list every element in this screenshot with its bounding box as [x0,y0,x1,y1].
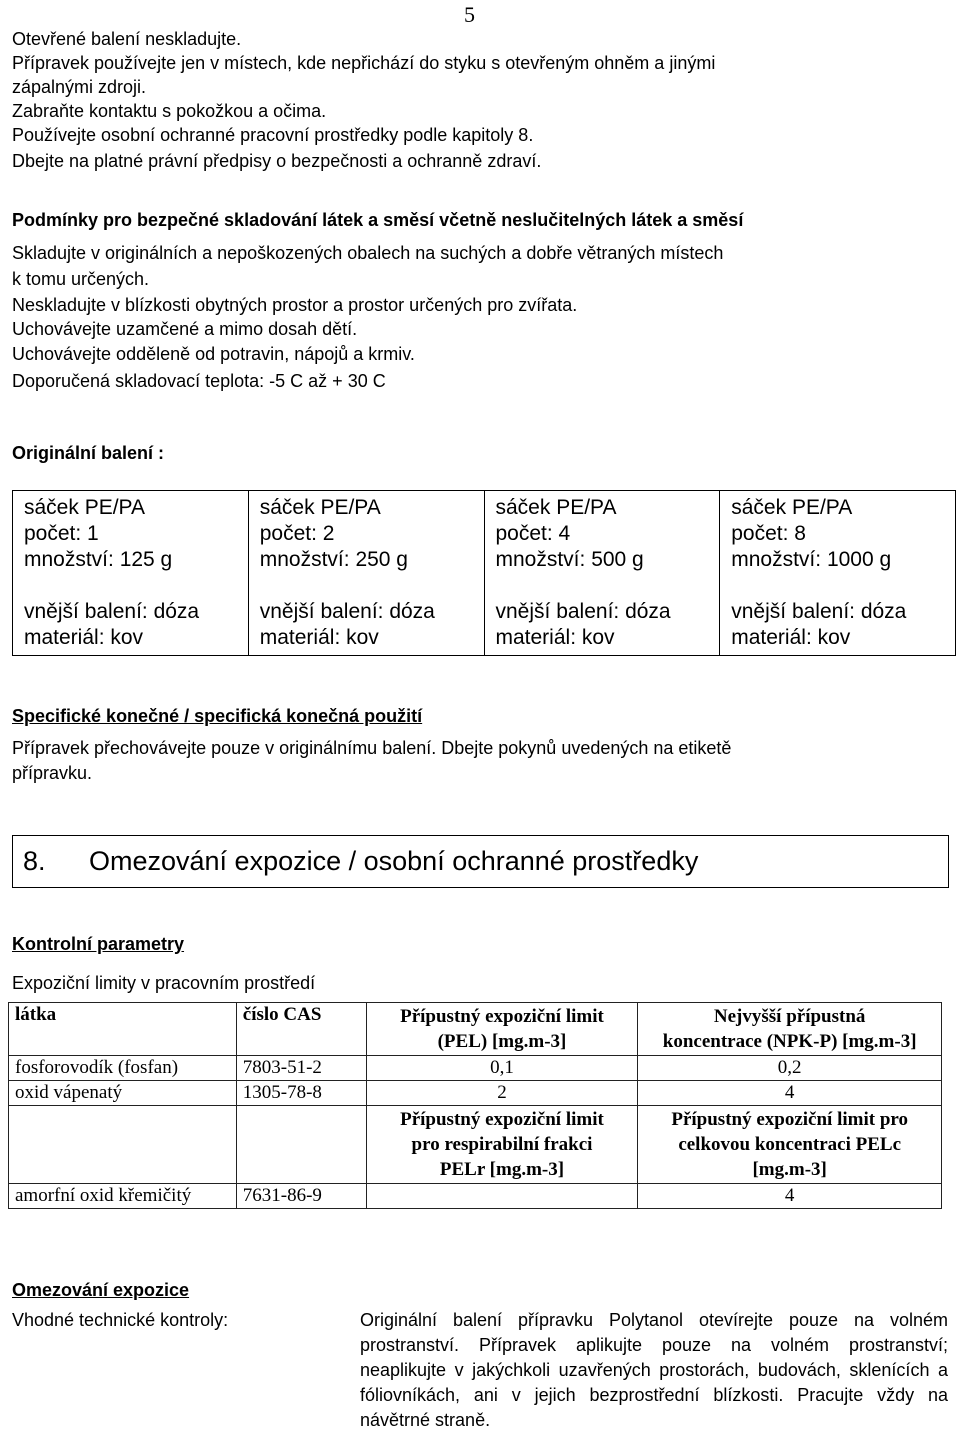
intro-line: Otevřené balení neskladujte. [12,29,242,49]
package-count: počet: 2 [259,522,335,545]
cell-cas: 7803-51-2 [236,1056,366,1081]
package-outer: vnější balení: dóza [259,600,435,623]
header-resp-line2: pro respirabilní frakci [411,1134,593,1155]
technical-controls-text: Originální balení přípravku Polytanol otevírejte pouze na volném prostranství. Přípravek aplikujte pouze na volném prostranství; neaplikujte v jakýchkoli uzavřených prostorách, budovách, sklenících a fóliovníkách, ani v jejich bezprostřední blízkosti. Pracujte vždy na návětrné straně. [360,1310,948,1430]
header-pel-line1: Přípustný expoziční limit [400,1006,604,1027]
table-row [9,1184,942,1209]
page-number: 5 [464,2,475,27]
control-parameters-heading: Kontrolní parametry [12,934,185,954]
cell-resp [366,1184,638,1209]
package-amount: množství: 1000 g [731,548,892,571]
section-number: 8. [23,846,46,876]
specific-use-line: přípravku. [12,763,93,783]
package-type: sáček PE/PA [24,496,145,519]
package-type: sáček PE/PA [495,496,617,519]
package-amount: množství: 250 g [259,548,408,571]
package-material: materiál: kov [495,626,615,649]
storage-line: Neskladujte v blízkosti obytných prostor a prostor určených pro zvířata. [12,295,578,315]
cell-substance: fosforovodík (fosfan) [9,1056,237,1081]
package-type: sáček PE/PA [259,496,381,519]
cell-cas: 1305-78-8 [236,1081,366,1106]
storage-line: Skladujte v originálních a nepoškozených obalech na suchých a dobře větraných místech [12,243,724,263]
cell-substance: oxid vápenatý [9,1081,237,1106]
packaging-heading: Originální balení : [12,443,165,463]
package-outer: vnější balení: dóza [24,600,200,623]
header-substance: látka [9,1003,237,1056]
package-count: počet: 1 [24,522,99,545]
packaging-column [249,491,485,655]
header-total-line1: Přípustný expoziční limit pro [671,1109,908,1130]
storage-line: Doporučená skladovací teplota: -5 C až + 30 C [12,371,386,391]
header-pel-line2: (PEL) [mg.m-3] [437,1031,567,1052]
header-npk-line2: koncentrace (NPK-P) [mg.m-3] [662,1031,917,1052]
package-type: sáček PE/PA [731,496,853,519]
header-npk [638,1003,942,1056]
table-row [9,1081,942,1106]
header-resp-line3: PELr [mg.m-3] [439,1159,565,1180]
specific-use-heading: Specifické konečné / specifická konečná použití [12,706,423,726]
storage-line: Uchovávejte uzamčené a mimo dosah dětí. [12,319,358,339]
package-material: materiál: kov [24,626,144,649]
packaging-table [12,490,956,656]
header-npk-line1: Nejvyšší přípustná [713,1006,866,1027]
control-parameters-subheading: Expoziční limity v pracovním prostředí [12,973,316,993]
exposure-control-heading: Omezování expozice [12,1280,190,1300]
cell-npk: 0,2 [638,1056,942,1081]
section-title: Omezování expozice / osobní ochranné prostředky [89,846,699,876]
packaging-column [13,491,249,655]
empty-cell [236,1106,366,1184]
storage-heading: Podmínky pro bezpečné skladování látek a směsí včetně neslučitelných látek a směsí [12,210,744,230]
header-total-line2: celkovou koncentraci PELc [678,1134,902,1155]
package-outer: vnější balení: dóza [731,600,907,623]
package-outer: vnější balení: dóza [495,600,671,623]
cell-substance: amorfní oxid křemičitý [9,1184,237,1209]
specific-use-line: Přípravek přechovávejte pouze v originálnímu balení. Dbejte pokynů uvedených na etiketě [12,738,732,758]
package-count: počet: 4 [495,522,571,545]
intro-line: zápalnými zdroji. [12,77,147,97]
cell-npk: 4 [638,1081,942,1106]
packaging-column [485,491,721,655]
header-resp-line1: Přípustný expoziční limit [400,1109,604,1130]
empty-cell [9,1106,237,1184]
technical-controls-label: Vhodné technické kontroly: [12,1310,229,1330]
cell-total: 4 [638,1184,942,1209]
intro-line: Přípravek používejte jen v místech, kde nepřichází do styku s otevřeným ohněm a jinými [12,53,716,73]
intro-line: Dbejte na platné právní předpisy o bezpečnosti a ochranně zdraví. [12,151,542,171]
storage-line: k tomu určených. [12,269,150,289]
packaging-column [720,491,955,655]
package-material: materiál: kov [259,626,379,649]
header-pel [366,1003,638,1056]
exposure-limits-table [8,1002,942,1209]
intro-line: Zabraňte kontaktu s pokožkou a očima. [12,101,327,121]
section-8-header [12,835,949,888]
intro-line: Používejte osobní ochranné pracovní prostředky podle kapitoly 8. [12,125,534,145]
header-resp [366,1106,638,1184]
header-cas: číslo CAS [236,1003,366,1056]
package-amount: množství: 500 g [495,548,644,571]
cell-cas: 7631-86-9 [236,1184,366,1209]
package-amount: množství: 125 g [24,548,173,571]
package-material: materiál: kov [731,626,851,649]
storage-line: Uchovávejte odděleně od potravin, nápojů a krmiv. [12,344,415,364]
package-count: počet: 8 [731,522,806,545]
cell-pel: 2 [366,1081,638,1106]
table-row [9,1056,942,1081]
header-total [638,1106,942,1184]
header-total-line3: [mg.m-3] [752,1159,827,1180]
cell-pel: 0,1 [366,1056,638,1081]
